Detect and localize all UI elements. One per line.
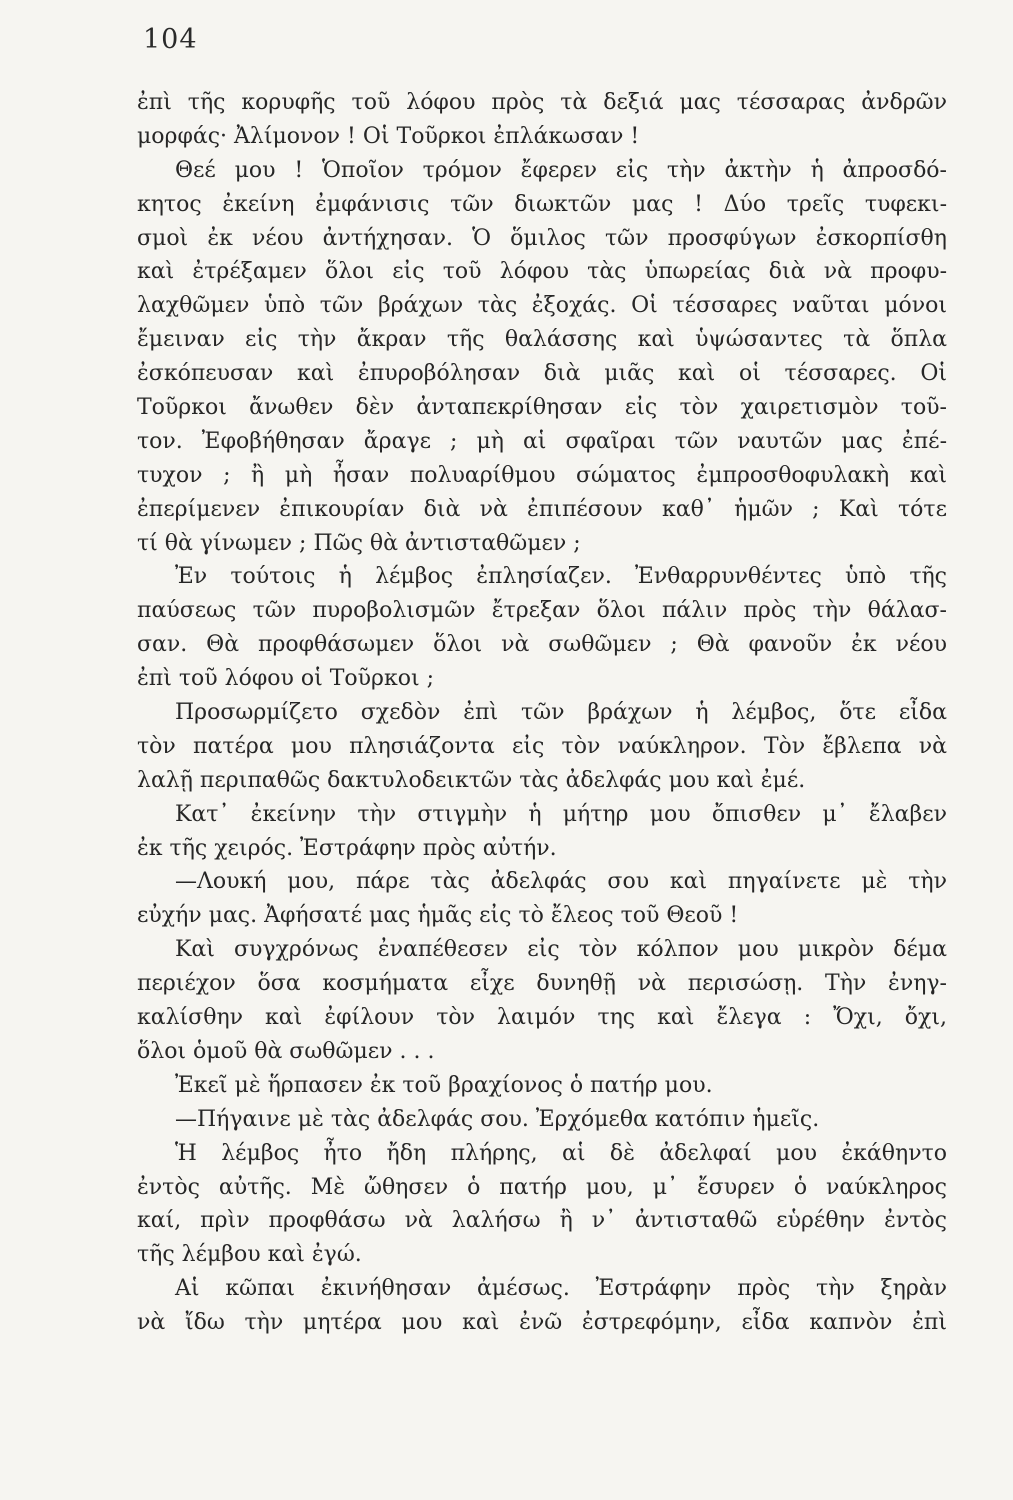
text-line: τὸν πατέρα μου πλησιάζοντα εἰς τὸν ναύκληρον. Τὸν ἔβλεπα νὰ — [137, 733, 947, 759]
text-line: Ἡ λέμβος ἦτο ἤδη πλήρης, αἱ δὲ ἀδελφαί μου ἐκάθηντο — [175, 1140, 947, 1166]
text-line: ἔμειναν εἰς τὴν ἄκραν τῆς θαλάσσης καὶ ὑψώσαντες τὰ ὅπλα — [137, 327, 947, 353]
text-line: ἐπερίμενεν ἐπικουρίαν διὰ νὰ ἐπιπέσουν καθ᾽ ἡμῶν ; Καὶ τότε — [137, 496, 947, 522]
text-line: Ἐκεῖ μὲ ἥρπασεν ἐκ τοῦ βραχίονος ὁ πατήρ μου. — [175, 1072, 713, 1098]
text-line: τον. Ἐφοβήθησαν ἄραγε ; μὴ αἱ σφαῖραι τῶν ναυτῶν μας ἐπέ- — [137, 428, 947, 454]
text-line: καὶ ἐτρέξαμεν ὅλοι εἰς τοῦ λόφου τὰς ὑπωρείας διὰ νὰ προφυ- — [137, 259, 947, 285]
text-line: Κατ᾽ ἐκείνην τὴν στιγμὴν ἡ μήτηρ μου ὄπισθεν μ᾽ ἔλαβεν — [175, 801, 947, 827]
text-line: τί θὰ γίνωμεν ; Πῶς θὰ ἀντισταθῶμεν ; — [137, 530, 581, 556]
text-line: σαν. Θὰ προφθάσωμεν ὅλοι νὰ σωθῶμεν ; Θὰ φανοῦν ἐκ νέου — [137, 632, 947, 658]
text-line: Καὶ συγχρόνως ἐναπέθεσεν εἰς τὸν κόλπον μου μικρὸν δέμα — [175, 937, 947, 963]
text-line: Τοῦρκοι ἄνωθεν δὲν ἀνταπεκρίθησαν εἰς τὸν χαιρετισμὸν τοῦ- — [137, 395, 947, 421]
text-line: ἐσκόπευσαν καὶ ἐπυροβόλησαν διὰ μιᾶς καὶ οἱ τέσσαρες. Οἱ — [137, 361, 947, 387]
text-line: Ἐν τούτοις ἡ λέμβος ἐπλησίαζεν. Ἐνθαρρυνθέντες ὑπὸ τῆς — [175, 564, 947, 590]
text-line: εὐχήν μας. Ἀφήσατέ μας ἡμᾶς εἰς τὸ ἔλεος τοῦ Θεοῦ ! — [137, 903, 739, 929]
text-line: ὅλοι ὁμοῦ θὰ σωθῶμεν . . . — [137, 1038, 435, 1064]
text-line: περιέχον ὅσα κοσμήματα εἶχε δυνηθῇ νὰ περισώσῃ. Τὴν ἐνηγ- — [137, 971, 947, 997]
page-number: 104 — [143, 24, 198, 55]
text-line: λαλῇ περιπαθῶς δακτυλοδεικτῶν τὰς ἀδελφάς μου καὶ ἐμέ. — [137, 767, 806, 793]
text-line: ἐπὶ τῆς κορυφῆς τοῦ λόφου πρὸς τὰ δεξιά μας τέσσαρας ἀνδρῶν — [137, 90, 947, 115]
text-line: τῆς λέμβου καὶ ἐγώ. — [137, 1242, 362, 1268]
text-line: ἐντὸς αὐτῆς. Μὲ ὤθησεν ὁ πατήρ μου, μ᾽ ἔσυρεν ὁ ναύκληρος — [137, 1174, 947, 1200]
text-line: Αἱ κῶπαι ἐκινήθησαν ἀμέσως. Ἐστράφην πρὸς τὴν ξηρὰν — [175, 1276, 947, 1302]
text-line: Προσωρμίζετο σχεδὸν ἐπὶ τῶν βράχων ἡ λέμβος, ὅτε εἶδα — [175, 700, 947, 726]
text-line: νὰ ἴδω τὴν μητέρα μου καὶ ἐνῶ ἐστρεφόμην, εἶδα καπνὸν ἐπὶ — [137, 1310, 947, 1336]
text-line: ἐκ τῆς χειρός. Ἐστράφην πρὸς αὐτήν. — [137, 835, 557, 861]
text-line: —Πήγαινε μὲ τὰς ἀδελφάς σου. Ἐρχόμεθα κατόπιν ἡμεῖς. — [175, 1106, 820, 1132]
text-line: λαχθῶμεν ὑπὸ τῶν βράχων τὰς ἐξοχάς. Οἱ τέσσαρες ναῦται μόνοι — [137, 293, 947, 319]
text-line: Θεέ μου ! Ὁποῖον τρόμον ἔφερεν εἰς τὴν ἀκτὴν ἡ ἀπροσδό- — [175, 157, 947, 183]
text-line: κητος ἐκείνη ἐμφάνισις τῶν διωκτῶν μας ! Δύο τρεῖς τυφεκι- — [137, 191, 947, 217]
text-line: παύσεως τῶν πυροβολισμῶν ἔτρεξαν ὅλοι πάλιν πρὸς τὴν θάλασ- — [137, 598, 947, 624]
page-body-text — [137, 86, 947, 1340]
text-line: —Λουκή μου, πάρε τὰς ἀδελφάς σου καὶ πηγαίνετε μὲ τὴν — [175, 869, 947, 895]
text-line: ἐπὶ τοῦ λόφου οἱ Τοῦρκοι ; — [137, 666, 434, 692]
text-line: τυχον ; ἢ μὴ ἦσαν πολυαρίθμου σώματος ἐμπροσθοφυλακὴ καὶ — [137, 462, 947, 488]
text-line: καλίσθην καὶ ἐφίλουν τὸν λαιμόν της καὶ ἔλεγα : Ὄχι, ὄχι, — [137, 1005, 947, 1031]
text-line: μορφάς· Ἀλίμονον ! Οἱ Τοῦρκοι ἐπλάκωσαν ! — [137, 123, 640, 149]
text-line: σμοὶ ἐκ νέου ἀντήχησαν. Ὁ ὅμιλος τῶν προσφύγων ἐσκορπίσθη — [137, 225, 947, 251]
text-line: καί, πρὶν προφθάσω νὰ λαλήσω ἢ ν᾽ ἀντισταθῶ εὑρέθην ἐντὸς — [137, 1208, 947, 1234]
